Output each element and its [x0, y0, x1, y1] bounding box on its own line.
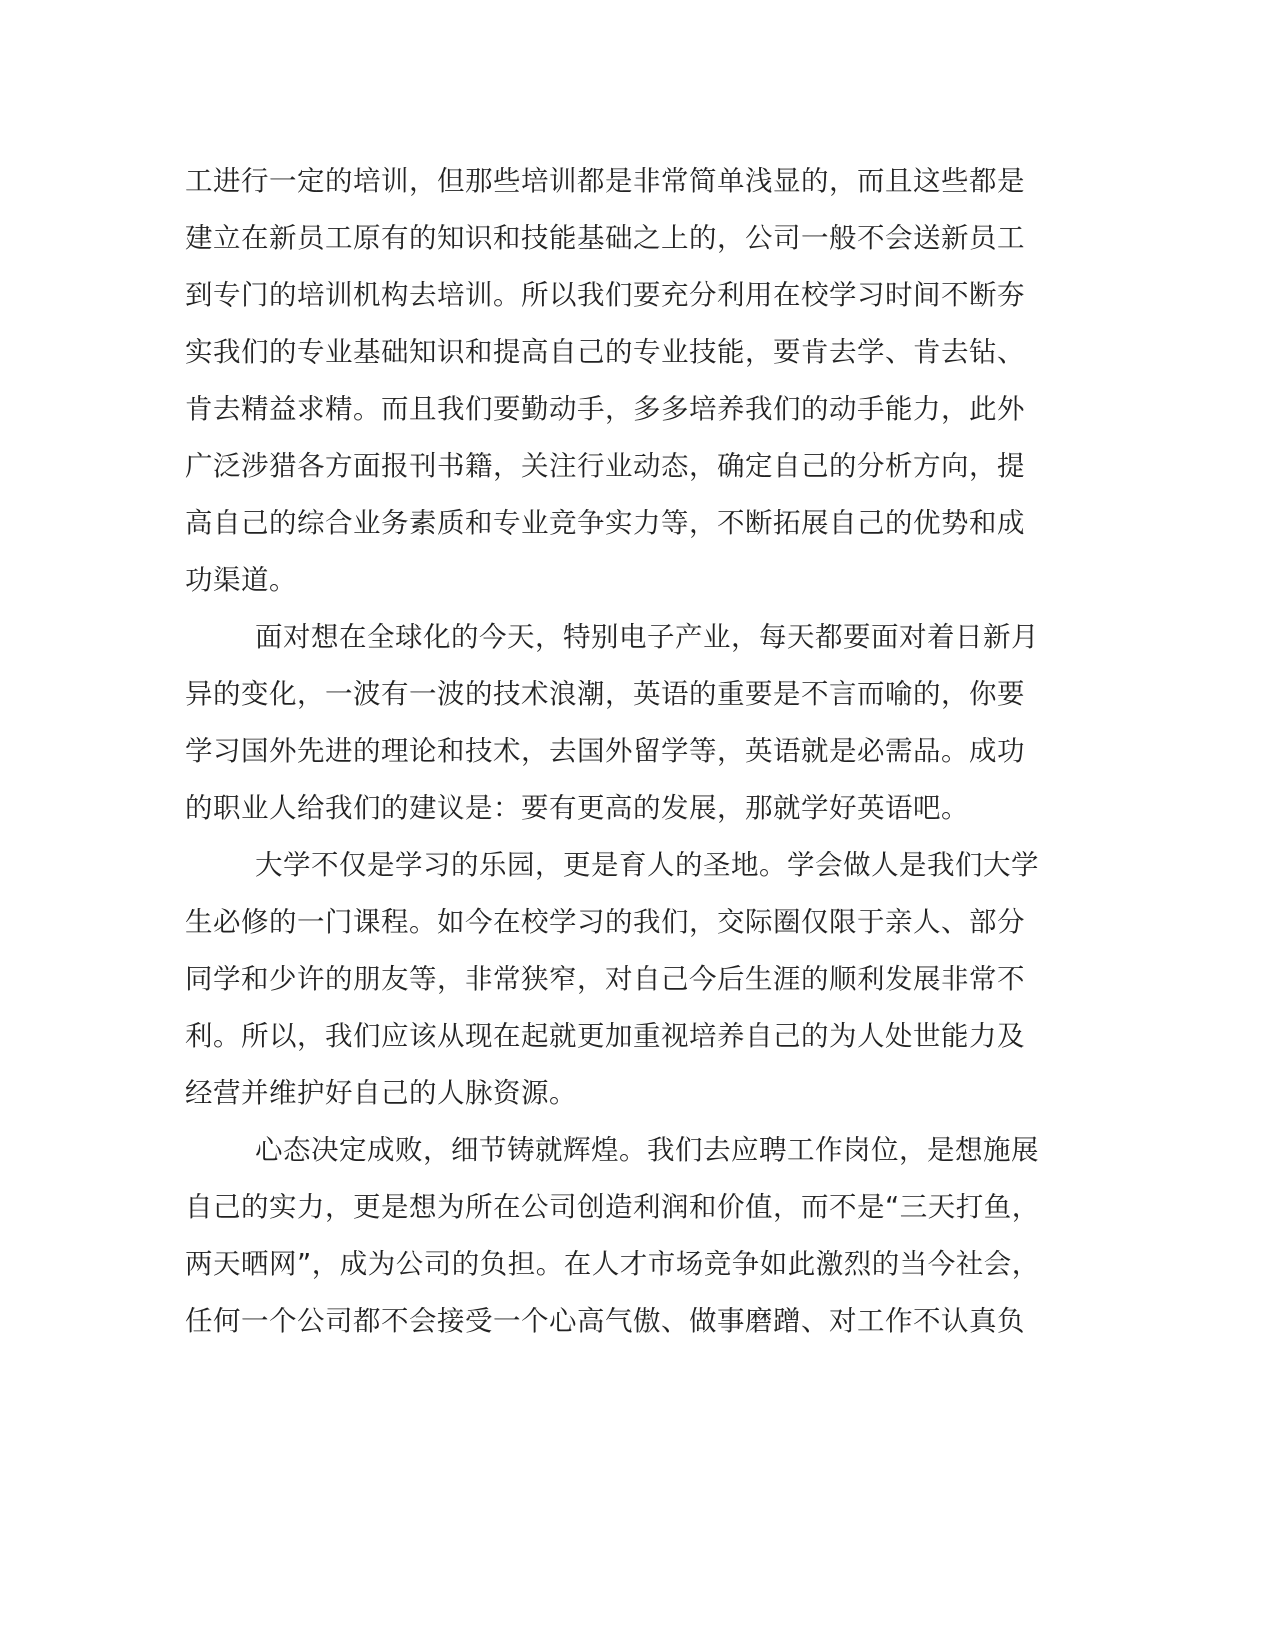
text-line: 广泛涉猎各方面报刊书籍，关注行业动态，确定自己的分析方向，提 [185, 450, 1025, 482]
text-line: 生必修的一门课程。如今在校学习的我们，交际圈仅限于亲人、部分 [185, 906, 1025, 938]
text-line: 任何一个公司都不会接受一个心高气傲、做事磨蹭、对工作不认真负 [185, 1305, 1025, 1337]
text-line: 到专门的培训机构去培训。所以我们要充分利用在校学习时间不断夯 [185, 279, 1025, 311]
text-line: 建立在新员工原有的知识和技能基础之上的，公司一般不会送新员工 [185, 222, 1025, 254]
text-line: 学习国外先进的理论和技术，去国外留学等，英语就是必需品。成功 [185, 735, 1025, 767]
text-line: 工进行一定的培训，但那些培训都是非常简单浅显的，而且这些都是 [185, 165, 1025, 197]
text-line: 同学和少许的朋友等，非常狭窄，对自己今后生涯的顺利发展非常不 [185, 963, 1025, 995]
text-line: 异的变化，一波有一波的技术浪潮，英语的重要是不言而喻的，你要 [185, 678, 1025, 710]
text-line: 自己的实力，更是想为所在公司创造利润和价值，而不是“三天打鱼， [185, 1191, 1040, 1223]
body-text [185, 153, 1075, 1350]
paragraph-first-line: 大学不仅是学习的乐园，更是育人的圣地。学会做人是我们大学 [255, 849, 1039, 881]
text-line: 实我们的专业基础知识和提高自己的专业技能，要肯去学、肯去钻、 [185, 336, 1025, 368]
text-line: 两天晒网”，成为公司的负担。在人才市场竞争如此激烈的当今社会， [185, 1248, 1040, 1280]
paragraph-first-line: 心态决定成败，细节铸就辉煌。我们去应聘工作岗位，是想施展 [255, 1134, 1039, 1166]
paragraph-first-line: 面对想在全球化的今天，特别电子产业，每天都要面对着日新月 [255, 621, 1039, 653]
text-line: 功渠道。 [185, 564, 297, 596]
text-line: 的职业人给我们的建议是：要有更高的发展，那就学好英语吧。 [185, 792, 969, 824]
text-line: 肯去精益求精。而且我们要勤动手，多多培养我们的动手能力，此外 [185, 393, 1025, 425]
text-line: 高自己的综合业务素质和专业竞争实力等，不断拓展自己的优势和成 [185, 507, 1025, 539]
text-line: 利。所以，我们应该从现在起就更加重视培养自己的为人处世能力及 [185, 1020, 1025, 1052]
text-line: 经营并维护好自己的人脉资源。 [185, 1077, 577, 1109]
